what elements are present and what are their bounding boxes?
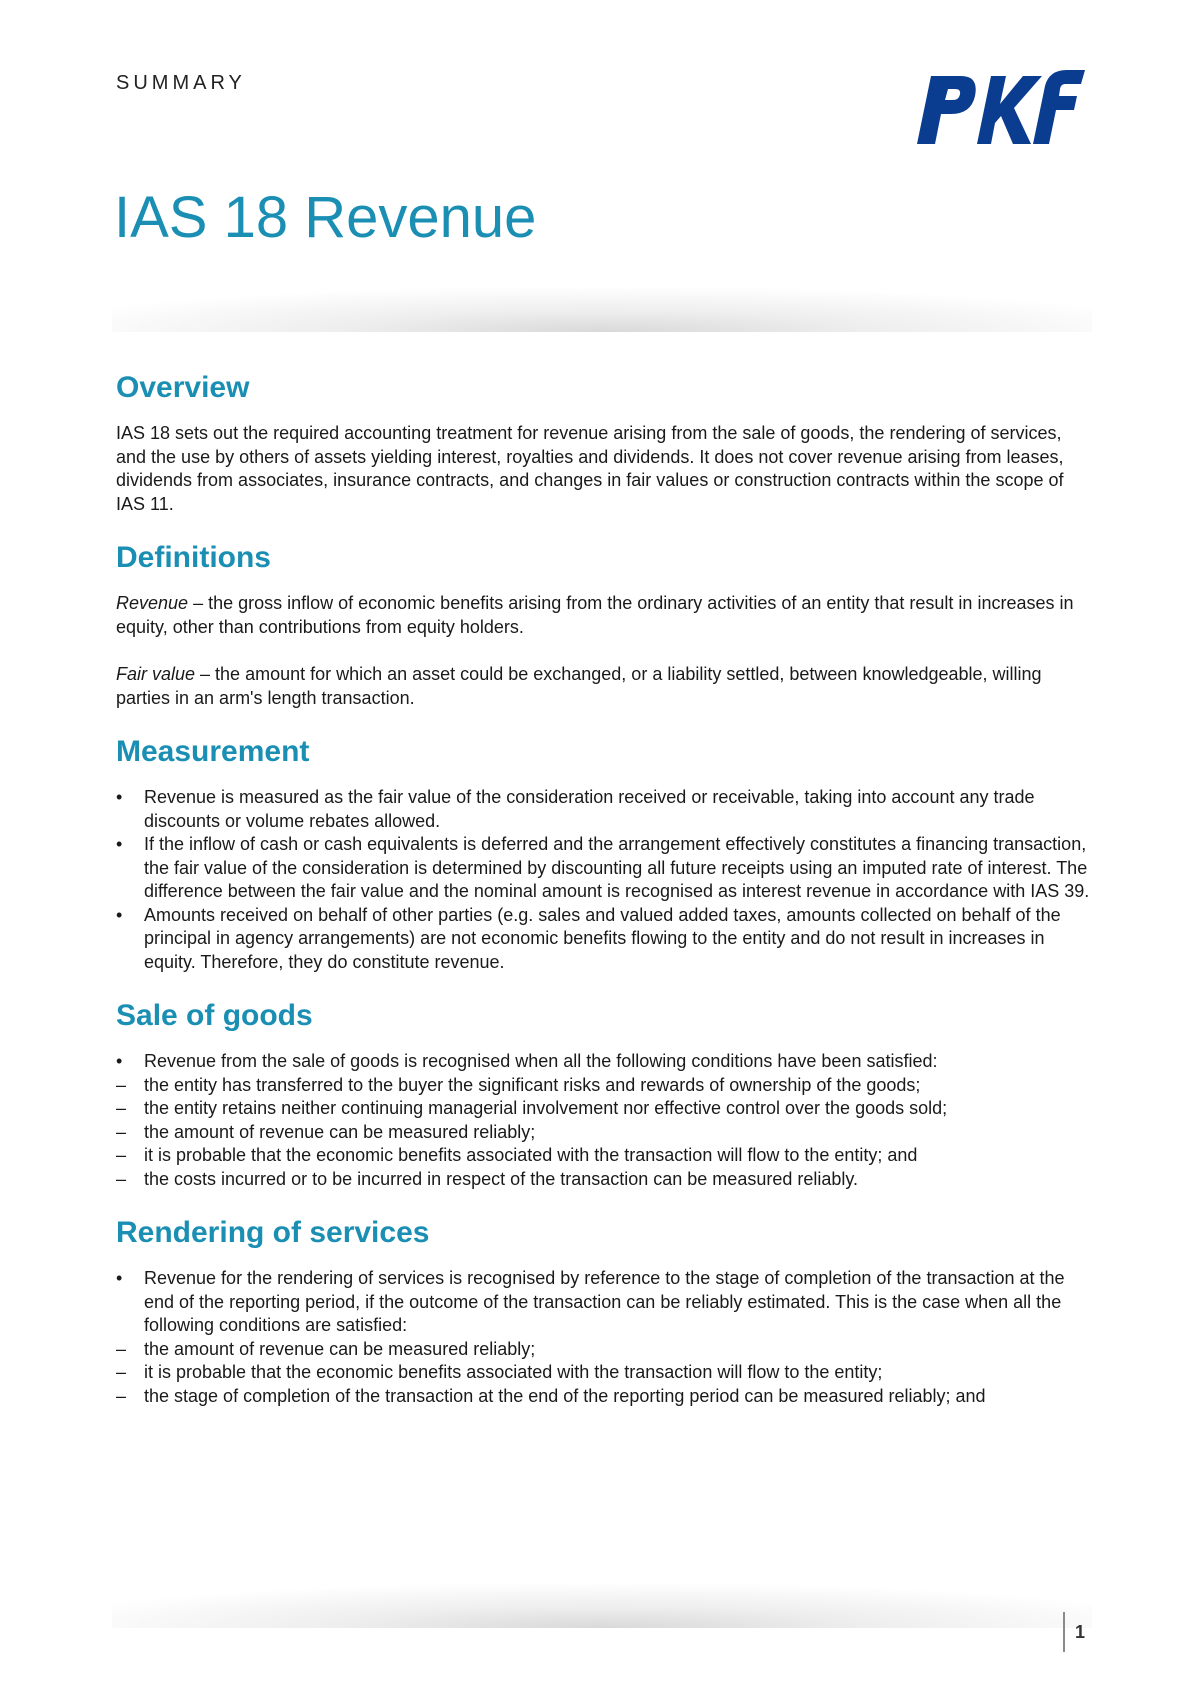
list-item: • Revenue is measured as the fair value of the consideration received or receivable, taking into account any trade discounts or volume rebates allowed. [116,786,1096,833]
rendering-conditions [144,1338,1096,1409]
measurement-heading: Measurement [116,735,310,768]
overview-paragraph: IAS 18 sets out the required accounting treatment for revenue arising from the sale of goods, the rendering of services, and the use by others of assets yielding interest, royalties and dividends. It does not cover revenue arising from leases, dividends from associates, insurance contracts, and changes in fair values or construction contracts within the scope of IAS 11. [116,423,1064,514]
overview-section [116,370,1096,516]
header-divider-shade [112,286,1092,332]
condition-item: – it is probable that the economic benefits associated with the transaction will flow to the entity; and [116,1144,1096,1168]
definition-revenue [116,592,1096,639]
condition-item: – the stage of completion of the transaction at the end of the reporting period can be measured reliably; and [116,1385,1096,1409]
definition-term: Fair value [116,664,196,684]
definitions-section [116,540,1096,710]
definition-term: Revenue [116,593,189,613]
definitions-heading: Definitions [116,541,271,574]
sale-of-goods-conditions [144,1074,1096,1192]
summary-label: SUMMARY [116,72,246,94]
condition-item: – the amount of revenue can be measured reliably; [116,1121,1096,1145]
document-title: IAS 18 Revenue [114,185,537,250]
measurement-list [116,786,1096,974]
definition-text: – the amount for which an asset could be exchanged, or a liability settled, between knowledgeable, willing parties in an arm's length transaction. [116,664,1042,708]
overview-heading: Overview [116,371,250,404]
document-body [116,370,1096,1432]
condition-item: – the amount of revenue can be measured reliably; [116,1338,1096,1362]
list-item: • Amounts received on behalf of other parties (e.g. sales and valued added taxes, amounts collected on behalf of the principal in agency arrangements) are not economic benefits flowing to the entity and do not result in increases in equity. Therefore, they do constitute revenue. [116,904,1096,975]
condition-item: – it is probable that the economic benefits associated with the transaction will flow to the entity; [116,1361,1096,1385]
definition-text: – the gross inflow of economic benefits arising from the ordinary activities of an entity that result in increases in equity, other than contributions from equity holders. [116,593,1074,637]
sale-of-goods-bullet-text: Revenue from the sale of goods is recognised when all the following conditions have been satisfied: [144,1051,938,1071]
list-item [116,1050,1096,1191]
condition-item: – the entity retains neither continuing managerial involvement nor effective control over the goods sold; [116,1097,1096,1121]
rendering-of-services-section [116,1215,1096,1408]
list-item: • If the inflow of cash or cash equivalents is deferred and the arrangement effectively constitutes a financing transaction, the fair value of the consideration is determined by discounting all future receipts using an imputed rate of interest. The difference between the fair value and the nominal amount is recognised as interest revenue in accordance with IAS 39. [116,833,1096,904]
sale-of-goods-heading: Sale of goods [116,999,313,1032]
measurement-section [116,734,1096,974]
list-item [116,1267,1096,1408]
sale-of-goods-list [116,1050,1096,1191]
footer-divider-shade [112,1582,1092,1628]
condition-item: – the entity has transferred to the buyer the significant risks and rewards of ownership of the goods; [116,1074,1096,1098]
definition-fair-value [116,663,1096,710]
sale-of-goods-section [116,998,1096,1191]
condition-item: – the costs incurred or to be incurred in respect of the transaction can be measured reliably. [116,1168,1096,1192]
page-number: 1 [1063,1612,1085,1652]
rendering-of-services-list [116,1267,1096,1408]
rendering-of-services-heading: Rendering of services [116,1216,430,1249]
rendering-bullet-text: Revenue for the rendering of services is recognised by reference to the stage of completion of the transaction at the end of the reporting period, if the outcome of the transaction can be reliably estimated. This is the case when all the following conditions are satisfied: [144,1268,1065,1335]
pkf-logo [915,66,1087,146]
